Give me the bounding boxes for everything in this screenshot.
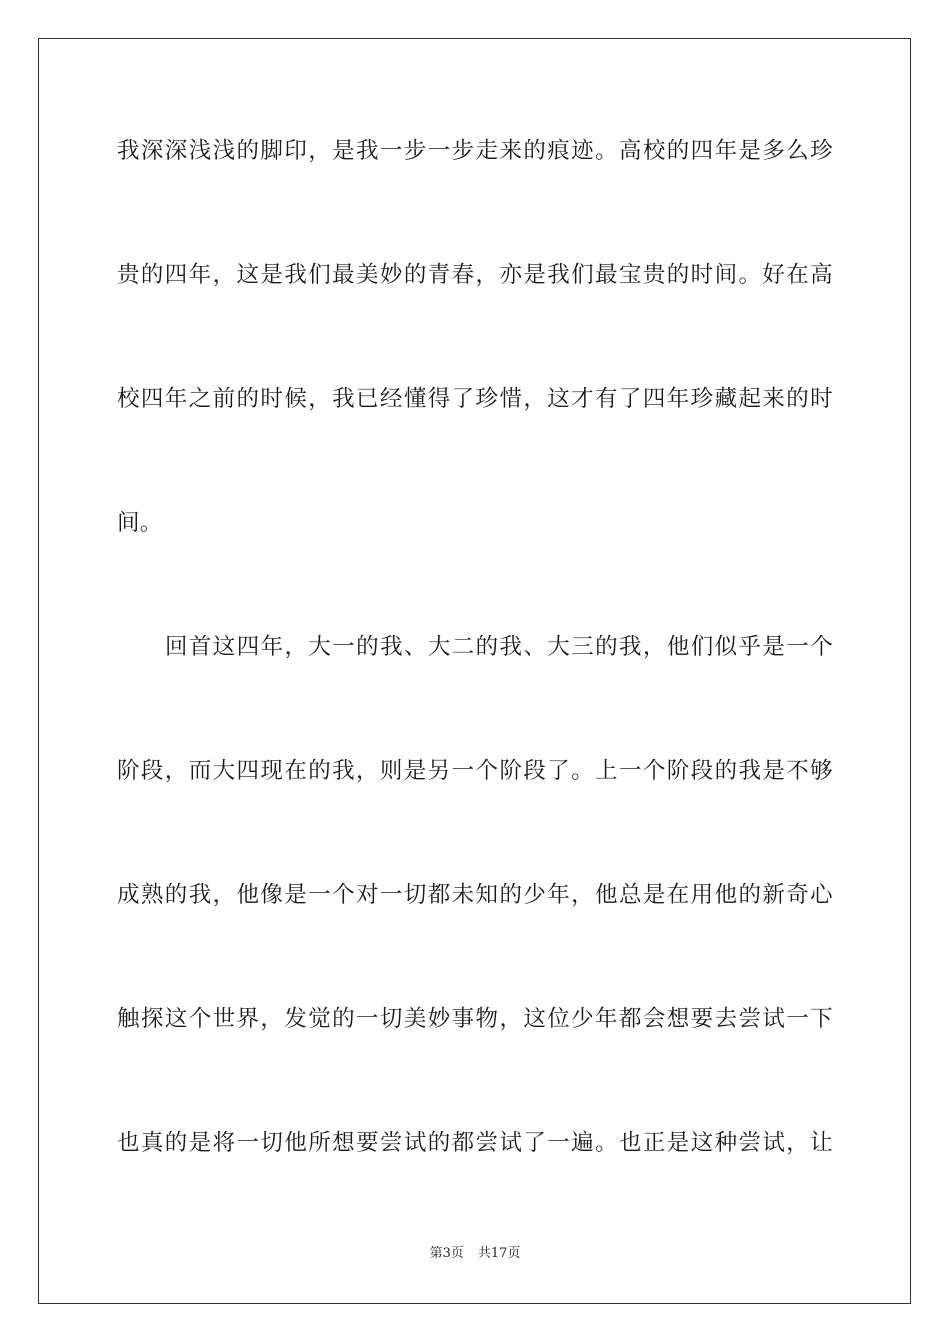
body-text-line: 阶段，而大四现在的我，则是另一个阶段了。上一个阶段的我是不够 [117, 758, 833, 784]
page-border [38, 38, 911, 1304]
body-text-line: 也真的是将一切他所想要尝试的都尝试了一遍。也正是这种尝试，让 [117, 1130, 833, 1156]
body-text-line: 成熟的我，他像是一个对一切都未知的少年，他总是在用他的新奇心 [117, 882, 833, 908]
total-pages: 共17页 [477, 1246, 521, 1261]
body-text-line: 间。 [117, 510, 163, 536]
page-footer [0, 1245, 950, 1263]
body-text-line: 校四年之前的时候，我已经懂得了珍惜，这才有了四年珍藏起来的时 [117, 386, 833, 412]
body-text-line: 触探这个世界，发觉的一切美妙事物，这位少年都会想要去尝试一下 [117, 1006, 833, 1032]
body-text-line: 贵的四年，这是我们最美妙的青春，亦是我们最宝贵的时间。好在高 [117, 262, 833, 288]
page-number: 第3页 [429, 1246, 464, 1261]
paragraph-first-line: 回首这四年，大一的我、大二的我、大三的我，他们似乎是一个 [165, 634, 833, 660]
body-text-line: 我深深浅浅的脚印，是我一步一步走来的痕迹。高校的四年是多么珍 [117, 138, 833, 164]
